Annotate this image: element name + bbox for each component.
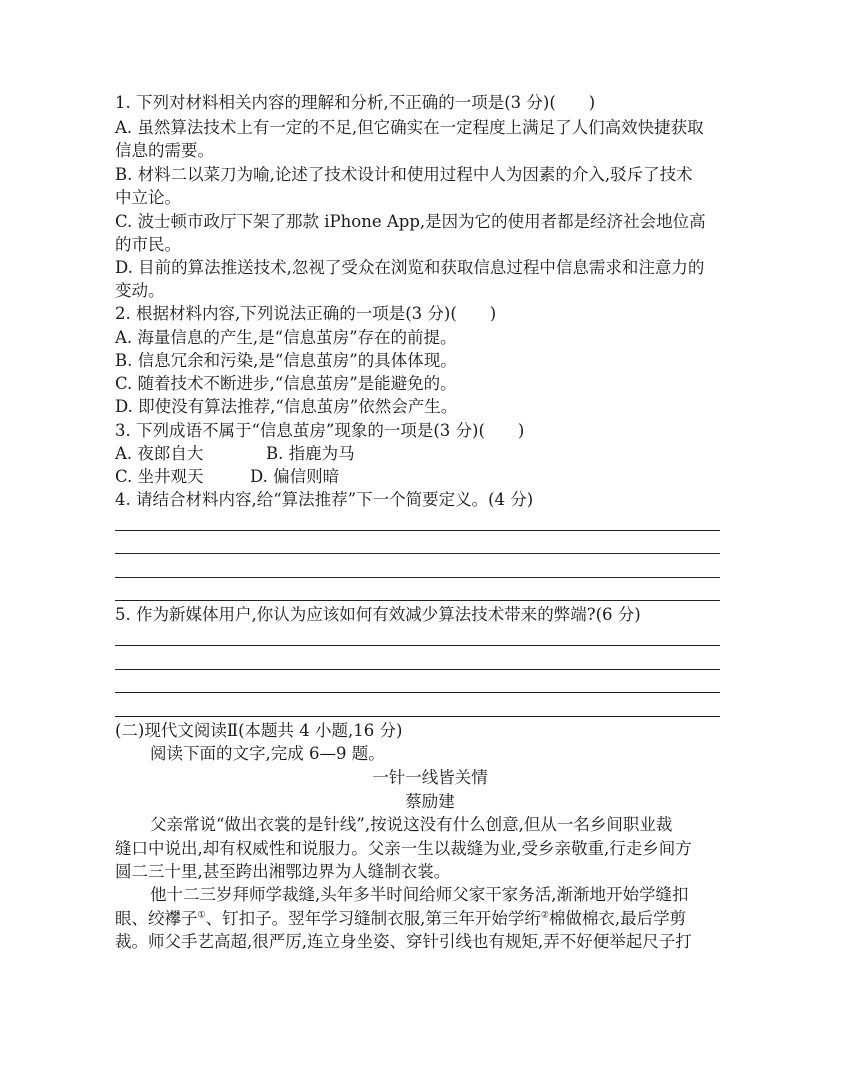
q2-option-a: A. 海量信息的产生,是“信息茧房”存在的前提。 [115, 328, 457, 347]
answer-line[interactable] [115, 553, 720, 554]
paragraph-line: 他十二三岁拜师学裁缝,头年多半时间给师父家干家务活,渐渐地开始学缝扣 [150, 885, 689, 904]
q1-option-c-cont: 的市民。 [115, 235, 181, 254]
paragraph-line: 圆二三十里,甚至跨出湘鄂边界为人缝制衣裳。 [115, 862, 451, 881]
q1-option-d: D. 目前的算法推送技术,忽视了受众在浏览和获取信息过程中信息需求和注意力的 [115, 258, 705, 277]
q3-option-c: C. 坐井观天 [115, 467, 204, 486]
q2-option-b: B. 信息冗余和污染,是“信息茧房”的具体体现。 [115, 351, 457, 370]
q1-option-a-cont: 信息的需要。 [115, 141, 214, 160]
q3-option-a: A. 夜郎自大 [115, 444, 204, 463]
q2-option-d: D. 即使没有算法推荐,“信息茧房”依然会产生。 [115, 397, 458, 416]
q5-stem: 5. 作为新媒体用户,你认为应该如何有效减少算法技术带来的弊端?(6 分) [115, 605, 641, 624]
paragraph-line: 裁。师父手艺高超,很严厉,连立身坐姿、穿针引线也有规矩,弄不好便举起尺子打 [115, 932, 692, 951]
q1-option-b-cont: 中立论。 [115, 188, 181, 207]
answer-line[interactable] [115, 692, 720, 693]
answer-line[interactable] [115, 577, 720, 578]
q3-option-d: D. 偏信则暗 [250, 467, 340, 486]
q1-stem: 1. 下列对材料相关内容的理解和分析,不正确的一项是(3 分)( ) [115, 93, 596, 112]
section-instruction: 阅读下面的文字,完成 6—9 题。 [150, 744, 385, 763]
footnote-marker: ① [197, 910, 206, 921]
answer-line[interactable] [115, 716, 720, 717]
answer-line[interactable] [115, 645, 720, 646]
answer-line[interactable] [115, 669, 720, 670]
q1-option-b: B. 材料二以菜刀为喻,论述了技术设计和使用过程中人为因素的介入,驳斥了技术 [115, 165, 693, 184]
answer-line[interactable] [115, 600, 720, 601]
text-run: 、钉扣子。翌年学习缝制衣服,第三年开始学绗 [205, 909, 541, 928]
q2-option-c: C. 随着技术不断进步,“信息茧房”是能避免的。 [115, 374, 457, 393]
paragraph-line: 缝口中说出,却有权威性和说服力。父亲一生以裁缝为业,受乡亲敬重,行走乡间方 [115, 839, 692, 858]
q1-option-d-cont: 变动。 [115, 281, 165, 300]
paragraph-line [115, 908, 686, 930]
footnote-marker: ② [540, 910, 549, 921]
text-run: 眼、绞襻子 [115, 909, 198, 928]
q4-stem: 4. 请结合材料内容,给“算法推荐”下一个简要定义。(4 分) [115, 490, 534, 509]
answer-line[interactable] [115, 530, 720, 531]
text-run: 棉做棉衣,最后学剪 [548, 909, 687, 928]
q3-stem: 3. 下列成语不属于“信息茧房”现象的一项是(3 分)( ) [115, 421, 525, 440]
q3-option-b: B. 指鹿为马 [266, 444, 355, 463]
q1-option-a: A. 虽然算法技术上有一定的不足,但它确实在一定程度上满足了人们高效快捷获取 [115, 118, 704, 137]
section-heading: (二)现代文阅读Ⅱ(本题共 4 小题,16 分) [115, 721, 403, 740]
q2-stem: 2. 根据材料内容,下列说法正确的一项是(3 分)( ) [115, 304, 497, 323]
q1-option-c: C. 波士顿市政厅下架了那款 iPhone App,是因为它的使用者都是经济社会地位高 [115, 212, 706, 231]
paragraph-line: 父亲常说“做出衣裳的是针线”,按说这没有什么创意,但从一名乡间职业裁 [150, 815, 673, 834]
article-author: 蔡励建 [405, 792, 455, 811]
article-title: 一针一线皆关情 [372, 768, 488, 787]
